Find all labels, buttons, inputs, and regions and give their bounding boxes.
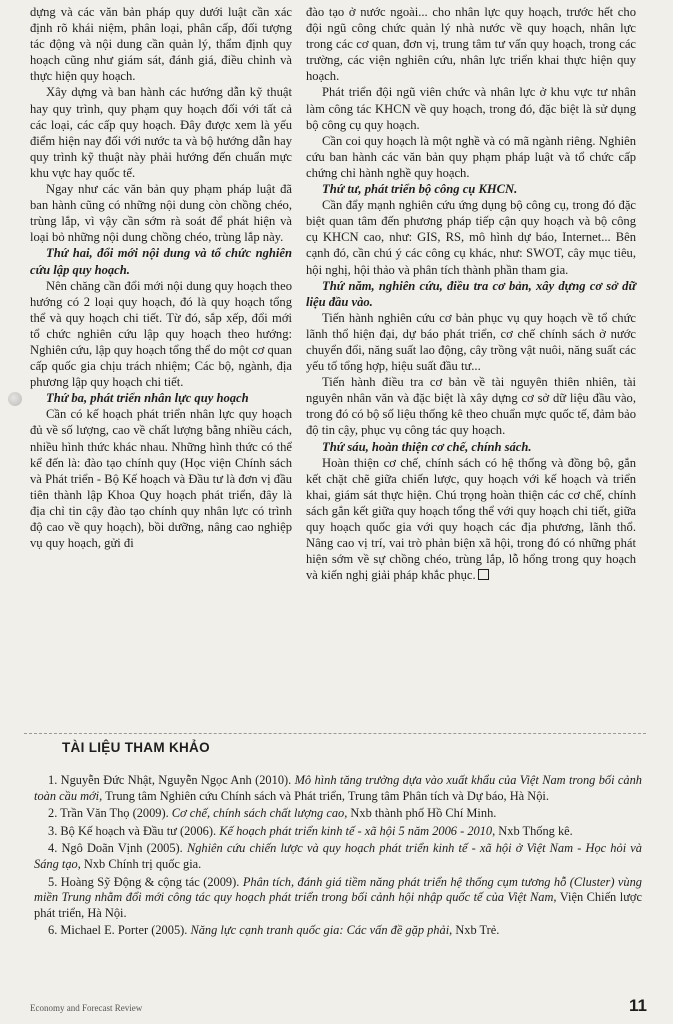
paragraph <box>306 84 636 132</box>
section-heading <box>30 245 292 277</box>
paragraph <box>30 4 292 84</box>
paragraph-text: Thứ hai, đổi mới nội dung và tổ chức nghiên cứu lập quy hoạch. <box>30 246 292 277</box>
paragraph <box>30 181 292 245</box>
paragraph-text: dựng và các văn bản pháp quy dưới luật cần xác định rõ khái niệm, phân loại, phân cấp, đối tượng tác động và nội dung cần quản lý, thẩm định quy hoạch cũng như giám sát, đánh giá, điều chỉnh và thực hiện quy hoạch. <box>30 5 292 84</box>
margin-decoration <box>8 392 22 406</box>
paragraph-text: Ngay như các văn bản quy phạm pháp luật đã ban hành cũng có những nội dung còn chồng chéo, trùng lắp, vì vậy cần sớm rà soát để phát hiện và loại bỏ những nội dung chồng chéo, trùng lắp này. <box>30 182 292 245</box>
paragraph <box>30 84 292 181</box>
paragraph-text: Nên chăng cần đổi mới nội dung quy hoạch theo hướng có 2 loại quy hoạch, đó là quy hoạch tổng thể và quy hoạch chi tiết. Từ đó, sắp xếp, đổi mới tổ chức nghiên cứu lập quy hoạch theo hướng: Nghiên cứu, lập quy hoạch tổng thể do một cơ quan cấp quốc gia chịu trách nhiệm; Các bộ, ngành, địa phương lập quy hoạch chi tiết. <box>30 278 292 390</box>
paragraph-text: Hoàn thiện cơ chế, chính sách có hệ thống và đồng bộ, gắn kết chặt chẽ giữa chiến lược, quy hoạch với kế hoạch và triển khai, giám sát thực hiện. Chú trọng hoàn thiện các cơ chế, chính sách gắn kết giữa quy hoạch tổng thể với quy hoạch chi tiết, giữa quy hoạch quốc gia với quy hoạch các địa phương, lãnh thổ. Nâng cao vị trí, vai trò phản biện xã hội, trong đó có những phát hiện sớm về sự chồng chéo, trùng lắp, lỗ hổng trong quy hoạch và kiến nghị giải pháp khắc phục. <box>306 455 636 583</box>
reference-text: , Viện Chiến lược phát triển, Hà Nội. <box>34 890 642 920</box>
reference-item <box>34 806 642 822</box>
section-heading <box>30 390 292 406</box>
section-heading <box>306 278 636 310</box>
paragraph-text: Cần coi quy hoạch là một nghề và có mã ngành riêng. Nghiên cứu ban hành các văn bản quy phạm pháp luật và tổ chức cấp chứng chỉ hành nghề quy hoạch. <box>306 133 636 180</box>
paragraph <box>30 278 292 391</box>
paragraph <box>306 310 636 374</box>
reference-text: 4. Ngô Doãn Vịnh (2005). <box>48 841 187 856</box>
paragraph-text: Xây dựng và ban hành các hướng dẫn kỹ thuật hay quy trình, quy phạm quy hoạch đối với tất cả các loại, các cấp quy hoạch. Đây được xem là yếu điểm hiện nay đối với nước ta và bộ hướng dẫn hay quy trình kỹ thuật này phải hướng đến chuẩn mực khu vực hay quốc tế. <box>30 85 292 180</box>
reference-text: 1. Nguyễn Đức Nhật, Nguyễn Ngọc Anh (2010). <box>48 773 295 787</box>
journal-name: Economy and Forecast Review <box>30 1003 143 1013</box>
reference-item <box>34 875 642 922</box>
paragraph-text: đào tạo ở nước ngoài... cho nhân lực quy hoạch, trước hết cho đội ngũ công chức quản lý nhà nước về quy hoạch, nhân lực trong các cơ quan, đơn vị, trung tâm tư vấn quy hoạch, trong các trường, các viện nghiên cứu, nhân lực triển khai thực hiện quy hoạch. <box>306 5 636 84</box>
reference-text: , Nxb Trẻ. <box>449 923 500 938</box>
paragraph-text: Tiến hành điều tra cơ bản về tài nguyên thiên nhiên, tài nguyên nhân văn và đặc biệt là xây dựng cơ sở dữ liệu đầu vào, trong đó có bộ số liệu thống kê theo chuẩn mực quốc tế, đảm bảo độ tin cậy, phục vụ công tác quy hoạch. <box>306 375 636 438</box>
reference-title: Cơ chế, chính sách chất lượng cao <box>171 806 345 821</box>
paragraph <box>30 406 292 551</box>
paragraph-text: Cần có kế hoạch phát triển nhân lực quy hoạch đủ về số lượng, cao về chất lượng bằng nhiều cách, nhiều hình thức khác nhau. Những hình thức có thể kể đến là: đào tạo chính quy (Học viện Chính sách và Phát triển - Bộ Kế hoạch và Đầu tư là đơn vị đầu tiên thành lập Khoa Quy hoạch phát triển, đây là địa chỉ tin cậy đào tạo chính quy nhân lực có trình độ cao về quy hoạch), bồi dưỡng, nâng cao nghiệp vụ quy hoạch, gửi đi <box>30 407 292 551</box>
paragraph-text: Cần đẩy mạnh nghiên cứu ứng dụng bộ công cụ, trong đó đặc biệt quan tâm đến phương pháp tiếp cận quy hoạch và bộ công cụ KHCN cao, như: GIS, RS, mô hình dự báo, Internet... Bên cạnh đó, cần chú ý các công cụ khác, như: SWOT, cây mục tiêu, hội nghị, hội thảo và phân tích thành phần tham gia. <box>306 198 636 277</box>
reference-title: Phân tích, đánh giá tiềm năng phát triển hệ thống cụm tương hỗ (Cluster) vùng miền Trung nhằm đổi mới công tác quy hoạch phát triển trong bối cảnh hội nhập quốc tế của Việt Nam <box>34 874 643 905</box>
reference-text: 2. Trần Văn Thọ (2009). <box>48 806 172 821</box>
end-of-article-icon <box>478 569 489 580</box>
reference-title: Nghiên cứu chiến lược và quy hoạch phát triển kinh tế - xã hội ở Việt Nam - Học hỏi và Sáng tạo <box>34 841 642 871</box>
paragraph-text: Thứ năm, nghiên cứu, điều tra cơ bản, xây dựng cơ sở dữ liệu đầu vào. <box>306 278 636 309</box>
reference-text: , Nxb thành phố Hồ Chí Minh. <box>344 806 497 821</box>
references-list <box>34 773 642 941</box>
reference-text: , Trung tâm Nghiên cứu Chính sách và Phát triển, Trung tâm Phân tích và Dự báo, Hà Nội. <box>99 788 549 803</box>
reference-text: 3. Bộ Kế hoạch và Đầu tư (2006). <box>48 823 220 838</box>
reference-item <box>34 923 642 939</box>
paragraph-text: Thứ ba, phát triển nhân lực quy hoạch <box>46 391 249 406</box>
reference-text: , Nxb Thống kê. <box>492 823 573 838</box>
references-title: TÀI LIỆU THAM KHẢO <box>62 740 210 755</box>
left-column <box>30 4 292 551</box>
section-heading <box>306 181 636 197</box>
right-column <box>306 4 636 583</box>
reference-item <box>34 773 642 804</box>
section-divider <box>24 733 646 734</box>
reference-title: Kế hoạch phát triển kinh tế - xã hội 5 năm 2006 - 2010 <box>219 823 493 838</box>
reference-item <box>34 824 642 840</box>
paragraph <box>306 133 636 181</box>
paragraph-text: Phát triển đội ngũ viên chức và nhân lực ở khu vực tư nhân làm công tác KHCN về quy hoạch, trong đó, đặc biệt là sử dụng bộ công cụ quy hoạch. <box>306 85 636 132</box>
reference-text: 6. Michael E. Porter (2005). <box>48 923 191 938</box>
reference-text: 5. Hoàng Sỹ Động & cộng tác (2009). <box>48 874 243 889</box>
reference-title: Mô hình tăng trưởng dựa vào xuất khẩu của Việt Nam trong bối cảnh toàn cầu mới <box>34 773 642 803</box>
page-number: 11 <box>629 996 647 1015</box>
reference-text: , Nxb Chính trị quốc gia. <box>77 856 202 871</box>
section-heading <box>306 439 636 455</box>
paragraph-text: Thứ tư, phát triển bộ công cụ KHCN. <box>322 182 518 197</box>
paragraph <box>306 4 636 84</box>
paragraph <box>306 374 636 438</box>
reference-title: Năng lực cạnh tranh quốc gia: Các vấn đề gặp phải <box>190 923 450 938</box>
paragraph <box>306 197 636 277</box>
reference-item <box>34 841 642 872</box>
paragraph-text: Tiến hành nghiên cứu cơ bản phục vụ quy hoạch về tổ chức lãnh thổ hiện đại, dự báo phát triển, cơ chế chính sách ở nước chuyển đổi, năng suất lao động, cây trồng vật nuôi, năng suất các yếu tố tổng hợp, hiệu suất đầu tư... <box>306 310 636 374</box>
paragraph-text: Thứ sáu, hoàn thiện cơ chế, chính sách. <box>322 439 532 454</box>
paragraph <box>306 455 636 584</box>
